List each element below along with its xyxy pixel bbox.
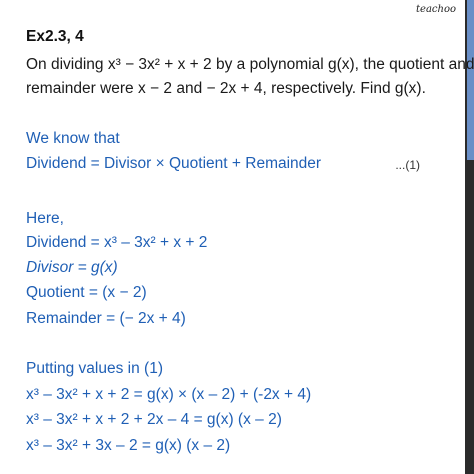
question-line-1: On dividing x³ − 3x² + x + 2 by a polynomial g(x), the quotient and (26, 56, 474, 73)
step-1: x³ – 3x² + x + 2 = g(x) × (x – 2) + (-2x + 4) (26, 386, 312, 403)
dividend-line: Dividend = x³ – 3x² + x + 2 (26, 234, 208, 251)
putting-values-text: Putting values in (1) (26, 360, 163, 377)
here-text: Here, (26, 210, 64, 227)
formula-text: Dividend = Divisor × Quotient + Remainder (26, 155, 322, 172)
quotient-line: Quotient = (x − 2) (26, 284, 147, 301)
question-line-2: remainder were x − 2 and − 2x + 4, respectively. Find g(x). (26, 80, 426, 97)
we-know-text: We know that (26, 130, 120, 147)
remainder-line: Remainder = (− 2x + 4) (26, 310, 186, 327)
scroll-accent (467, 0, 474, 160)
step-2: x³ – 3x² + x + 2 + 2x – 4 = g(x) (x – 2) (26, 411, 282, 428)
teachoo-logo: teachoo (416, 4, 456, 15)
equation-reference: ...(1) (395, 158, 420, 172)
exercise-title: Ex2.3, 4 (26, 28, 84, 45)
step-3: x³ – 3x² + 3x – 2 = g(x) (x – 2) (26, 437, 231, 454)
divisor-line: Divisor = g(x) (26, 259, 118, 276)
